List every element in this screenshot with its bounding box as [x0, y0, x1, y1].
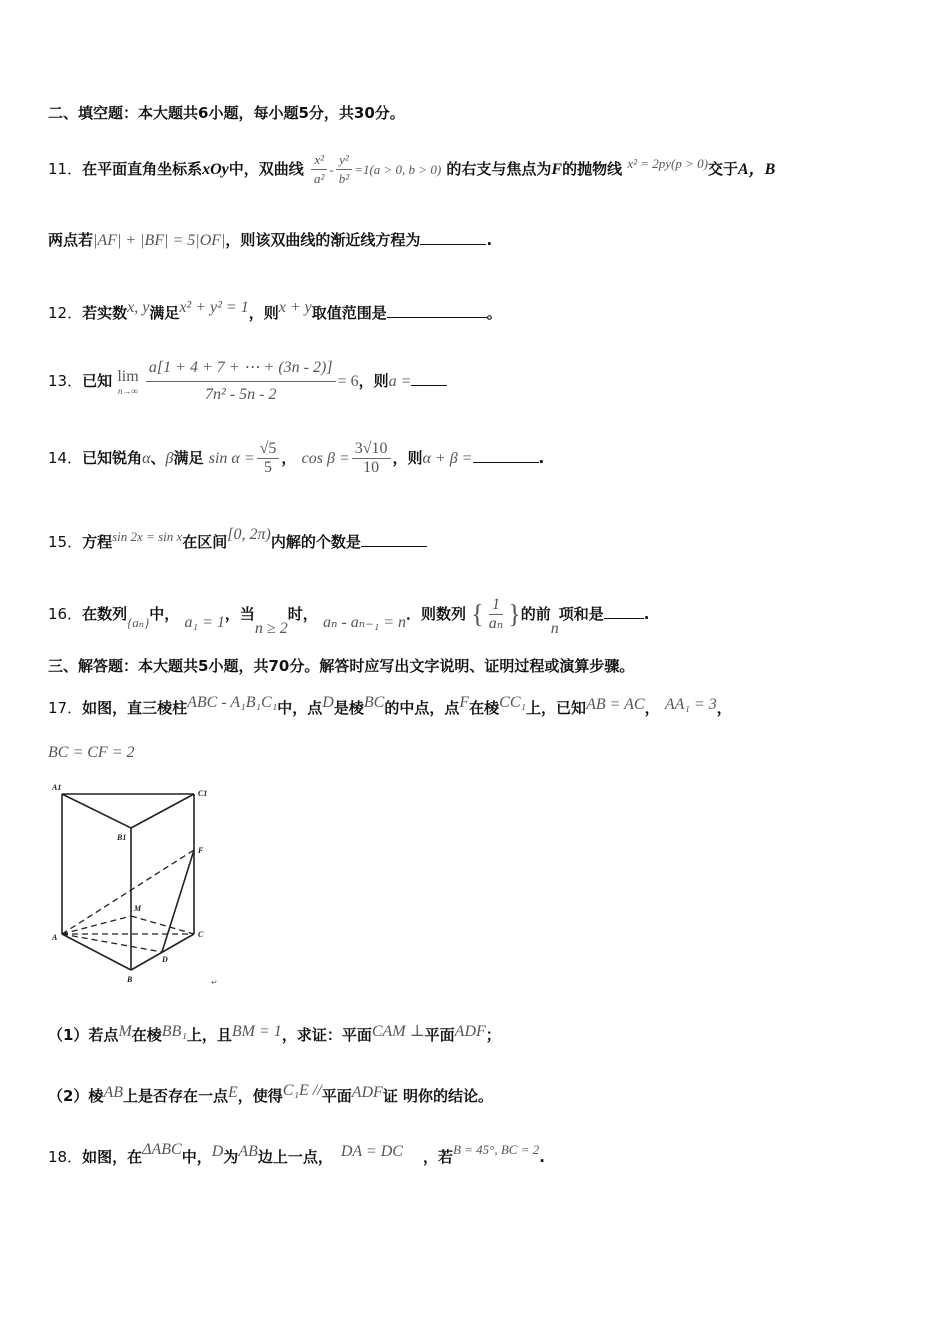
q17-part1-text: ，求证：平面 [281, 1026, 372, 1044]
q14-end: . [538, 449, 545, 467]
q14-sum: α + β = [422, 450, 473, 467]
q13-a: a = [388, 373, 412, 390]
q17-F: F [459, 694, 470, 711]
q17-BB1: BB₁ [161, 1023, 187, 1040]
q17-ADF: ADF [351, 1084, 383, 1101]
q17-part1-end: ； [485, 1026, 501, 1044]
q11-text: ，则该双曲线的渐近线方程为 [225, 231, 421, 249]
q16-text: 时， [287, 605, 318, 623]
q13-line [48, 355, 447, 408]
q16-inverse-fraction: $\frac{1}{\text{aₙ}}$ [488, 596, 504, 632]
section3-heading: 三、解答题：本大题共5小题，共70分。解答时应写出文字说明、证明过程或演算步骤。 [48, 657, 635, 675]
q13-equals: = 6 [337, 373, 359, 390]
label-C: C [198, 930, 204, 939]
q12-sum: x + y [278, 299, 312, 316]
segment-AM [62, 916, 131, 934]
q16-a1: a₁ = 1 [184, 614, 225, 631]
q17-CAM: CAM ⊥ [371, 1023, 425, 1040]
q16-text: ．则数列 [406, 605, 467, 623]
q18-text: ，若 [422, 1148, 453, 1166]
q13-text: 已知 [82, 372, 113, 390]
q17-text: 的中点，点 [384, 699, 460, 717]
q16-text: 中， [149, 605, 180, 623]
q14-number: 14． [48, 449, 83, 467]
q18-text: 为 [223, 1148, 239, 1166]
q17-comma: ， [644, 699, 660, 717]
label-B: B [127, 975, 133, 984]
q12-text: 取值范围是 [311, 304, 387, 322]
q13-number: 13． [48, 372, 83, 390]
answer-blank [411, 377, 447, 386]
q15-equation: sin 2x = sin x [112, 529, 183, 544]
q11-xoy: xOy [202, 161, 229, 178]
q15-line [48, 525, 427, 552]
q17-comma: ， [716, 699, 732, 717]
label-A1: A1 [52, 783, 62, 792]
q17-part1-text: （1）若点 [48, 1026, 119, 1044]
q16-n: n [550, 620, 559, 637]
q14-text: 已知锐角 [82, 449, 143, 467]
q17-line2 [48, 742, 134, 763]
segment-MC [131, 916, 194, 934]
q18-AB: AB [238, 1143, 258, 1160]
q15-text: 在区间 [182, 533, 228, 551]
q17-part1-text: 上，且 [186, 1026, 232, 1044]
q18-end: . [539, 1148, 545, 1166]
hyperbola-frac-y: $\frac{\text{y²}}{\text{b²}}$ [336, 151, 352, 188]
segment-AD [62, 934, 162, 952]
q16-line: 16．在数列{aₙ}中， a₁ = 1，当n ≥ 2时， aₙ - aₙ₋₁ = n．则数列 { $\frac{1}{\text{aₙ}}$ }的前n项和是 . [48, 596, 650, 637]
q16-recurrence: aₙ - aₙ₋₁ = n [322, 614, 407, 631]
q17-text: 上，已知 [526, 699, 587, 717]
parabola-equation: x² = 2py(p > 0) [627, 156, 708, 171]
q14-text: 满足 [173, 449, 204, 467]
q16-number: 16． [48, 605, 83, 623]
prism-figure [48, 780, 228, 990]
q11-text: 交于 [707, 160, 738, 178]
q12-text: 若实数 [82, 304, 128, 322]
q14-line [48, 440, 544, 477]
q11-line2 [48, 230, 492, 251]
q18-triangle: ΔABC [142, 1141, 182, 1158]
label-B1: B1 [117, 833, 127, 842]
q17-part2-text: ，使得 [237, 1087, 283, 1105]
q11-text: 的抛物线 [562, 160, 623, 178]
section2-heading: 二、填空题：本大题共6小题，每小题5分，共30分。 [48, 104, 405, 122]
q17-BM: BM = 1 [231, 1023, 282, 1040]
hyperbola-condition: =1(a > 0, b > 0) [354, 162, 442, 177]
label-A: A [52, 933, 58, 942]
q14-alpha: α [142, 450, 151, 467]
q15-interval: [0, 2π) [227, 526, 271, 543]
q17-AB: AB [103, 1084, 123, 1101]
q12-equation: x² + y² = 1 [179, 299, 249, 316]
q17-number: 17． [48, 699, 83, 717]
label-M: M [134, 904, 142, 913]
q16-ncond: n ≥ 2 [254, 620, 288, 637]
q16-text: ，当 [224, 605, 255, 623]
q16-sequence: {aₙ} [127, 615, 150, 630]
q17-text: 是棱 [333, 699, 364, 717]
answer-blank [604, 604, 644, 619]
q16-text: 项和是 [558, 605, 604, 623]
q17-AB-eq-AC: AB = AC [586, 696, 645, 713]
q12-number: 12． [48, 304, 83, 322]
q14-cos: cos β = [301, 450, 350, 467]
answer-blank [387, 303, 487, 318]
q18-number: 18． [48, 1148, 83, 1166]
cos-fraction: $\frac{3√10}{10}$ [352, 440, 391, 477]
answer-blank [420, 230, 486, 245]
q11-text: 的右支与焦点为 [446, 160, 552, 178]
paragraph-mark: ↵ [211, 978, 218, 987]
q14-text: ，则 [392, 449, 423, 467]
q12-text: ，则 [248, 304, 279, 322]
edge-A1B1 [62, 794, 131, 828]
q18-text: 边上一点， [257, 1148, 333, 1166]
q17-CC1: CC₁ [499, 694, 527, 711]
q14-beta: β [165, 450, 174, 467]
limit-fraction: $\frac{a[1 + 4 + 7 + \cdots + (3n - 2)]}{\text{7n² - 5n - 2}}$ [146, 355, 336, 408]
q17-BC-eq-CF: BC = CF = 2 [48, 744, 135, 761]
q18-D: D [211, 1143, 224, 1160]
q18-DA-eq-DC: DA = DC [340, 1143, 403, 1160]
q17-text: 如图，直三棱柱 [82, 699, 188, 717]
label-F: F [198, 846, 204, 855]
answer-blank [473, 448, 539, 463]
q11-end: . [486, 231, 493, 249]
q17-part2-text: （2）棱 [48, 1087, 104, 1105]
q17-part1 [48, 1022, 501, 1045]
q11-text: 在平面直角坐标系 [82, 160, 203, 178]
q17-part1-text: 平面 [424, 1026, 455, 1044]
q11-condition: |AF| + |BF| = 5|OF| [93, 232, 226, 249]
label-D: D [162, 955, 168, 964]
q17-D: D [322, 694, 334, 711]
q16-text: 的前 [520, 605, 551, 623]
q12-xy: x, y [127, 299, 150, 316]
q14-comma: ， [281, 449, 297, 467]
q17-part2-text: 平面 [321, 1087, 352, 1105]
q17-AA1: AA₁ = 3 [664, 696, 717, 713]
q15-number: 15． [48, 533, 83, 551]
hyperbola-frac-x: $\frac{\text{x²}}{\text{a²}}$ [311, 151, 327, 188]
q17-ADF: ADF [454, 1023, 486, 1040]
q18-line [48, 1140, 545, 1167]
q17-C1E: C₁E // [282, 1082, 322, 1099]
q17-BC: BC [363, 694, 385, 711]
limit-operator: lim n→∞ [117, 368, 139, 396]
q18-text: 中， [181, 1148, 212, 1166]
q12-text: 满足 [149, 304, 180, 322]
q17-line1 [48, 693, 732, 718]
q12-end: 。 [486, 304, 502, 322]
q17-M: M [118, 1023, 132, 1040]
edge-AB [62, 934, 131, 970]
q17-text: 在棱 [469, 699, 500, 717]
segment-AF [62, 850, 194, 934]
q11-points: A，B [737, 161, 776, 178]
q15-text: 方程 [82, 533, 113, 551]
label-C1: C1 [198, 789, 208, 798]
q11-focus-F: F [551, 161, 563, 178]
q17-part1-text: 在棱 [131, 1026, 162, 1044]
q17-E: E [228, 1084, 238, 1101]
q11-line1: 11．在平面直角坐标系xOy中，双曲线 $\frac{\text{x²}}{\text{a²}}$ - $\frac{\text{y²}}{\text{b²}}$ =1(a > 0, b > 0) 的右支与焦点为F的抛物线 x² = 2py(p > 0)交于A，B [48, 152, 776, 186]
q17-part2 [48, 1081, 493, 1106]
answer-blank [361, 532, 427, 547]
q15-text: 内解的个数是 [270, 533, 361, 551]
q11-text: 两点若 [48, 231, 94, 249]
q11-text: 中，双曲线 [228, 160, 304, 178]
q18-text: 如图，在 [82, 1148, 143, 1166]
q14-separator: 、 [150, 449, 166, 467]
q17-text: 中，点 [277, 699, 323, 717]
q18-condition: B = 45°, BC = 2 [452, 1142, 540, 1157]
q16-end: . [643, 605, 650, 623]
q17-part2-text: 上是否存在一点 [122, 1087, 228, 1105]
q11-number: 11． [48, 160, 83, 178]
q17-part2-text: 证 明你的结论。 [382, 1087, 494, 1105]
q14-sin: sin α = [208, 450, 255, 467]
q13-text: ，则 [358, 372, 389, 390]
q17-prism: ABC - A₁B₁C₁ [187, 694, 278, 711]
q16-text: 在数列 [82, 605, 128, 623]
sin-fraction: $\frac{√5}{5}$ [257, 440, 280, 477]
edge-B1C1 [131, 794, 194, 828]
q12-line [48, 298, 502, 323]
